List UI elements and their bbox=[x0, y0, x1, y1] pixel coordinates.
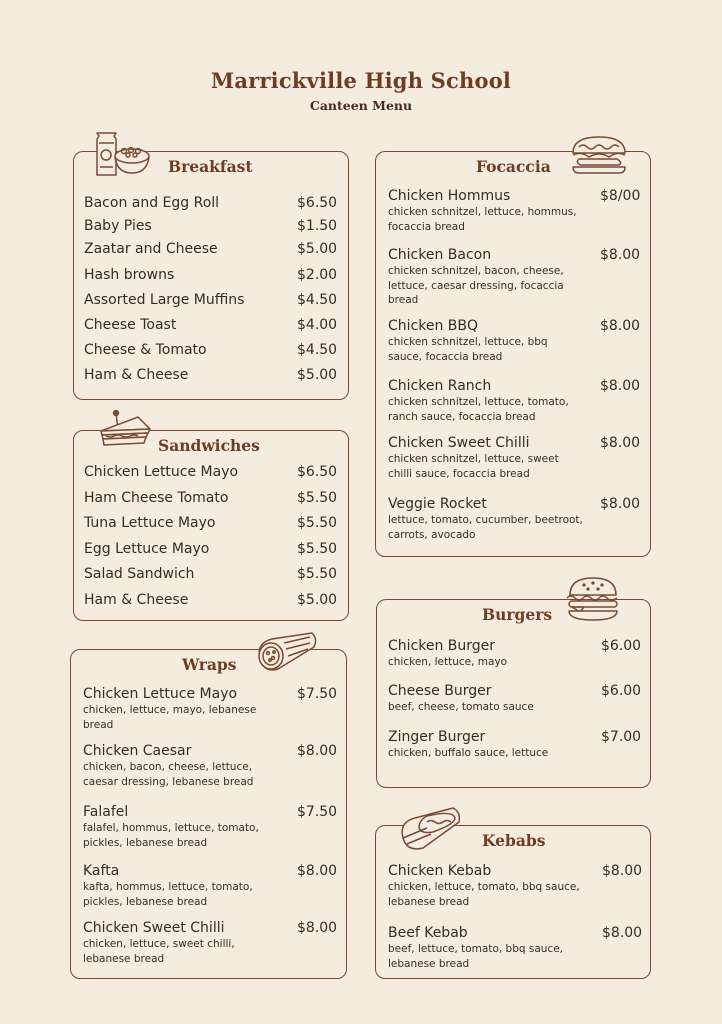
item-price: $7.50 bbox=[297, 686, 338, 702]
page-title: Marrickville High School bbox=[210, 68, 512, 93]
item-name: Cheese Burger bbox=[388, 683, 492, 699]
focaccia-section bbox=[375, 151, 651, 557]
item-price: $7.00 bbox=[601, 729, 642, 745]
item-description: chicken schnitzel, lettuce, hommus, focaccia bread bbox=[388, 206, 577, 233]
item-description: chicken schnitzel, bacon, cheese, lettuce, caesar dressing, focaccia bread bbox=[388, 265, 564, 306]
item-price: $4.50 bbox=[297, 291, 338, 308]
page-subtitle: Canteen Menu bbox=[309, 98, 413, 113]
item-description: chicken, lettuce, mayo bbox=[388, 656, 508, 668]
item-name: Kafta bbox=[83, 863, 120, 879]
sandwiches-menu-item bbox=[84, 566, 337, 582]
focaccia-menu-item bbox=[388, 188, 640, 234]
item-name: Cheese & Tomato bbox=[84, 342, 207, 358]
breakfast-menu-item bbox=[84, 218, 337, 234]
item-price: $5.00 bbox=[297, 241, 338, 257]
item-price: $5.50 bbox=[297, 566, 338, 582]
item-price: $7.50 bbox=[297, 804, 338, 820]
item-description: chicken, lettuce, tomato, bbq sauce, lebanese bread bbox=[388, 881, 580, 908]
item-price: $5.50 bbox=[297, 540, 338, 557]
burger-icon bbox=[564, 575, 622, 623]
item-price: $5.50 bbox=[297, 489, 338, 506]
wraps-heading: Wraps bbox=[176, 655, 243, 674]
item-name: Veggie Rocket bbox=[388, 496, 487, 512]
item-name: Chicken Caesar bbox=[83, 743, 192, 759]
breakfast-menu-item bbox=[84, 317, 337, 333]
item-name: Egg Lettuce Mayo bbox=[84, 540, 210, 557]
item-name: Hash browns bbox=[84, 266, 175, 283]
item-description: chicken, lettuce, mayo, lebanese bread bbox=[83, 704, 257, 731]
item-name: Chicken Sweet Chilli bbox=[83, 920, 225, 936]
focaccia-menu-item bbox=[388, 378, 640, 424]
item-name: Zaatar and Cheese bbox=[84, 241, 218, 257]
breakfast-menu-item bbox=[84, 367, 337, 383]
item-price: $6.00 bbox=[601, 638, 642, 654]
focaccia-menu-item bbox=[388, 247, 640, 308]
item-price: $2.00 bbox=[297, 266, 338, 283]
item-price: $8.00 bbox=[600, 378, 641, 394]
wraps-menu-item bbox=[83, 686, 337, 732]
focaccia-menu-item bbox=[388, 435, 640, 481]
focaccia-icon bbox=[569, 133, 629, 177]
focaccia-heading: Focaccia bbox=[470, 157, 557, 176]
item-name: Chicken Kebab bbox=[388, 863, 492, 879]
item-price: $8.00 bbox=[600, 247, 641, 263]
kebabs-menu-item bbox=[388, 863, 642, 909]
item-price: $8/00 bbox=[600, 188, 641, 204]
item-description: beef, lettuce, tomato, bbq sauce, lebanese bread bbox=[388, 943, 564, 970]
breakfast-heading: Breakfast bbox=[162, 157, 259, 176]
focaccia-menu-item bbox=[388, 318, 640, 364]
item-price: $8.00 bbox=[297, 863, 338, 879]
item-description: falafel, hommus, lettuce, tomato, pickles, lebanese bread bbox=[83, 822, 259, 849]
breakfast-menu-item bbox=[84, 342, 337, 358]
sandwiches-menu-item bbox=[84, 541, 337, 557]
wraps-menu-item bbox=[83, 920, 337, 966]
sandwiches-menu-item bbox=[84, 515, 337, 531]
item-name: Ham & Cheese bbox=[84, 367, 189, 383]
item-description: chicken, bacon, cheese, lettuce, caesar dressing, lebanese bread bbox=[83, 761, 254, 788]
wrap-icon bbox=[254, 629, 320, 675]
focaccia-menu-item bbox=[388, 496, 640, 542]
item-name: Baby Pies bbox=[84, 218, 152, 234]
item-name: Chicken Lettuce Mayo bbox=[84, 464, 239, 480]
wraps-section bbox=[70, 649, 347, 979]
burgers-heading: Burgers bbox=[476, 605, 558, 624]
item-name: Tuna Lettuce Mayo bbox=[84, 515, 216, 531]
sandwiches-menu-item bbox=[84, 464, 337, 480]
breakfast-section bbox=[73, 151, 349, 400]
item-name: Salad Sandwich bbox=[84, 566, 195, 582]
kebabs-menu-item bbox=[388, 925, 642, 971]
item-name: Chicken Burger bbox=[388, 638, 496, 654]
item-price: $8.00 bbox=[602, 925, 643, 941]
item-description: chicken, buffalo sauce, lettuce bbox=[388, 747, 549, 759]
item-description: chicken schnitzel, lettuce, sweet chilli sauce, focaccia bread bbox=[388, 453, 559, 480]
sandwiches-menu-item bbox=[84, 490, 337, 506]
item-name: Chicken Bacon bbox=[388, 247, 492, 263]
burgers-menu-item bbox=[388, 683, 641, 715]
sandwiches-menu-item bbox=[84, 592, 337, 608]
item-name: Chicken Ranch bbox=[388, 378, 492, 394]
item-name: Zinger Burger bbox=[388, 729, 486, 745]
kebabs-heading: Kebabs bbox=[476, 831, 551, 850]
item-description: chicken schnitzel, lettuce, bbq sauce, focaccia bread bbox=[388, 336, 548, 363]
sandwiches-section bbox=[73, 430, 349, 621]
item-price: $8.00 bbox=[600, 496, 641, 512]
breakfast-menu-item bbox=[84, 195, 337, 211]
breakfast-menu-item bbox=[84, 267, 337, 283]
item-price: $6.50 bbox=[297, 464, 338, 480]
item-price: $5.00 bbox=[297, 591, 338, 608]
burgers-menu-item bbox=[388, 638, 641, 670]
item-description: lettuce, tomato, cucumber, beetroot, carrots, avocado bbox=[388, 514, 583, 541]
wraps-menu-item bbox=[83, 743, 337, 789]
sandwiches-heading: Sandwiches bbox=[152, 436, 266, 455]
item-name: Chicken Sweet Chilli bbox=[388, 435, 530, 451]
item-name: Cheese Toast bbox=[84, 316, 177, 333]
item-price: $5.00 bbox=[297, 367, 338, 383]
item-description: chicken schnitzel, lettuce, tomato, ranch sauce, focaccia bread bbox=[388, 396, 569, 423]
breakfast-menu-item bbox=[84, 241, 337, 257]
item-price: $4.50 bbox=[297, 342, 338, 358]
item-name: Beef Kebab bbox=[388, 925, 468, 941]
breakfast-menu-item bbox=[84, 292, 337, 308]
burgers-section bbox=[376, 599, 651, 788]
item-price: $6.50 bbox=[297, 195, 338, 211]
item-price: $4.00 bbox=[297, 316, 338, 333]
item-price: $6.00 bbox=[601, 683, 642, 699]
item-price: $8.00 bbox=[297, 743, 338, 759]
item-price: $8.00 bbox=[600, 318, 641, 334]
item-price: $8.00 bbox=[602, 863, 643, 879]
sandwich-icon bbox=[98, 409, 154, 449]
item-name: Bacon and Egg Roll bbox=[84, 195, 220, 211]
item-description: chicken, lettuce, sweet chilli, lebanese bread bbox=[83, 938, 235, 965]
item-description: beef, cheese, tomato sauce bbox=[388, 701, 534, 713]
item-price: $8.00 bbox=[600, 435, 641, 451]
item-name: Chicken BBQ bbox=[388, 318, 479, 334]
wraps-menu-item bbox=[83, 804, 337, 850]
item-name: Ham Cheese Tomato bbox=[84, 489, 229, 506]
breakfast-icon bbox=[94, 131, 152, 179]
wraps-menu-item bbox=[83, 863, 337, 909]
item-price: $5.50 bbox=[297, 515, 338, 531]
kebab-icon bbox=[397, 804, 463, 852]
item-price: $1.50 bbox=[297, 218, 338, 234]
burgers-menu-item bbox=[388, 729, 641, 761]
item-name: Ham & Cheese bbox=[84, 591, 189, 608]
item-name: Assorted Large Muffins bbox=[84, 291, 245, 308]
item-description: kafta, hommus, lettuce, tomato, pickles, lebanese bread bbox=[83, 881, 253, 908]
item-name: Falafel bbox=[83, 804, 129, 820]
item-name: Chicken Lettuce Mayo bbox=[83, 686, 238, 702]
item-name: Chicken Hommus bbox=[388, 188, 511, 204]
item-price: $8.00 bbox=[297, 920, 338, 936]
